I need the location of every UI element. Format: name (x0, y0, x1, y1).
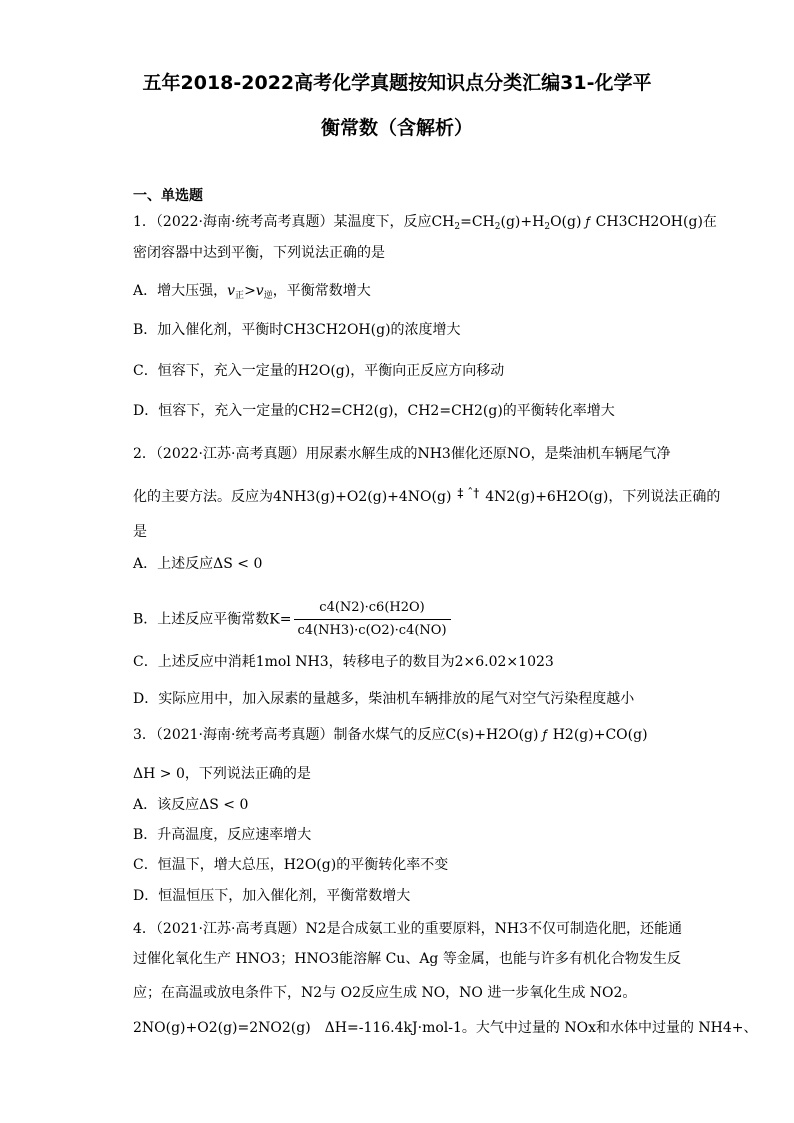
q3-stem-line-1 (133, 725, 648, 745)
q2-equation-right: 4N2(g)+6H2O(g) (485, 489, 609, 505)
q2-source: （2022·江苏·高考真题） (155, 446, 306, 462)
q4-source: （2021·江苏·高考真题） (155, 921, 306, 937)
q2-option-d: D．实际应用中，加入尿素的量越多，柴油机车辆排放的尾气对空气污染程度越小 (133, 691, 635, 707)
q1-option-b (133, 320, 461, 340)
q1-option-c-text-b: ，平衡向正反应方向移动 (350, 363, 505, 379)
q1-stem-text: 某温度下，反应CH (333, 214, 455, 230)
q2-number: 2． (133, 446, 156, 462)
q2-k-symbol: K= (269, 611, 292, 628)
q4-stem-line-2: 过催化氧化生产 HNO3；HNO3能溶解 Cu、Ag 等金属，也能与许多有机化合物发生反 (133, 951, 681, 967)
q1-stem-text-e: CH3CH2OH(g)在 (595, 214, 717, 230)
v-symbol: v (227, 283, 236, 299)
q1-option-d-formula-1: CH2=CH2(g) (298, 403, 394, 419)
q1-stem-text-b: =CH (460, 214, 495, 230)
q2-option-b-text: B．上述反应平衡常数 (133, 611, 270, 628)
q1-option-d-text: D．恒容下，充入一定量的 (133, 403, 299, 419)
reversible-arrow-icon: ‡ ˆ† (457, 486, 480, 500)
q3-option-d: D．恒温恒压下，加入催化剂，平衡常数增大 (133, 888, 411, 904)
q2-equation-left: 4NH3(g)+O2(g)+4NO(g) (273, 489, 452, 505)
q3-option-c: C．恒温下，增大总压，H2O(g)的平衡转化率不变 (133, 857, 449, 873)
q4-number: 4． (133, 921, 156, 937)
q2-stem-text-c: ，是柴油机车辆尾气净 (530, 446, 671, 462)
q1-stem-line-2: 密闭容器中达到平衡，下列说法正确的是 (133, 245, 385, 261)
q1-option-c (133, 361, 504, 381)
q3-stem-text: 制备水煤气的反应 (333, 727, 446, 743)
q2-option-c-formula-2: 2×6.02×1023 (454, 654, 554, 670)
q3-option-b: B．升高温度，反应速率增大 (133, 827, 312, 843)
q1-stem-text-d: O(g) (550, 214, 582, 230)
q3-equation-left: C(s)+H2O(g) (445, 727, 539, 743)
q3-option-a-formula: ΔS < 0 (199, 797, 249, 813)
q4-equation: 2NO(g)+O2(g)=2NO2(g) ΔH=-116.4kJ·mol-1。 (133, 1020, 476, 1036)
fraction-denominator: c4(NH3)·c(O2)·c4(NO) (297, 623, 447, 638)
q1-option-a-text-b: ，平衡常数增大 (272, 283, 371, 299)
section-heading: 一、单选题 (133, 188, 203, 204)
v-symbol-2: v (255, 283, 264, 299)
document-title-line-2: 衡常数（含解析） (320, 117, 473, 139)
q2-option-c-text: C．上述反应中消耗 (133, 654, 256, 670)
equilibrium-arrow-icon: ƒ (542, 728, 547, 742)
q2-nh3: NH3 (417, 446, 451, 462)
v-subscript-forward: 正 (235, 291, 245, 301)
q3-number: 3． (133, 727, 156, 743)
fraction-numerator: c4(N2)·c6(H2O) (294, 598, 451, 620)
gt-sign: > (244, 283, 256, 299)
q2-stem-line-2 (133, 487, 720, 507)
document-title-line-1: 五年2018-2022高考化学真题按知识点分类汇编31-化学平 (142, 72, 652, 94)
q2-option-c (133, 652, 554, 672)
q2-option-a-formula: ΔS < 0 (213, 556, 263, 572)
q3-stem-line-2 (133, 764, 311, 784)
q2-stem-line2-text-b: ，下列说法正确的 (608, 489, 721, 505)
q2-stem-text: 用尿素水解生成的 (305, 446, 418, 462)
q1-source: （2022·海南·统考高考真题） (155, 214, 334, 230)
q1-stem-line-1: 1．（2022·海南·统考高考真题）某温度下，反应$CH_2=CH_2(g)+H_2O(g)$ ƒ CH3CH2OH(g)在 (133, 214, 717, 232)
q1-stem-text-c: (g)+H (500, 214, 545, 230)
q1-option-d-formula-2: CH2=CH2(g) (407, 403, 503, 419)
q4-stem-line4-text: 大气中过量的 NOx和水体中过量的 NH4+、 (475, 1020, 758, 1036)
q4-stem-line-1 (133, 919, 682, 939)
q2-option-a (133, 554, 262, 574)
q2-no: NO (506, 446, 531, 462)
equilibrium-arrow-icon: ƒ (585, 215, 590, 229)
equilibrium-constant-fraction (294, 598, 451, 641)
q3-option-a-text: A．该反应 (133, 797, 200, 813)
q2-option-c-formula-1: 1mol NH3 (255, 654, 329, 670)
q2-stem-line-3: 是 (133, 524, 147, 540)
q2-option-b (133, 598, 451, 641)
q4-stem-line-3: 应；在高温或放电条件下，N2与 O2反应生成 NO，NO 进一步氧化生成 NO2。 (133, 985, 637, 1001)
q3-stem-line2-text: ，下列说法正确的是 (184, 766, 311, 782)
q2-option-a-text: A．上述反应 (133, 556, 214, 572)
q1-option-a-text: A．增大压强， (133, 283, 228, 299)
q1-option-d (133, 401, 615, 421)
q3-equation-right: H2(g)+CO(g) (552, 727, 648, 743)
q1-option-c-formula: H2O(g) (297, 363, 351, 379)
q4-stem-text: N2是合成氨工业的重要原料，NH3不仅可制造化肥，还能通 (305, 921, 682, 937)
q1-option-b-text: B．加入催化剂，平衡时 (133, 322, 284, 338)
q1-option-b-text-b: 的浓度增大 (390, 322, 461, 338)
q1-number: 1． (133, 214, 156, 230)
q2-stem-line-1 (133, 444, 671, 464)
q1-option-d-comma: ， (393, 403, 408, 419)
q1-option-c-text: C．恒容下，充入一定量的 (133, 363, 298, 379)
q2-stem-text-b: 催化还原 (450, 446, 507, 462)
q4-stem-line-4 (133, 1018, 758, 1038)
q1-option-a (133, 281, 371, 301)
q2-stem-line2-text: 化的主要方法。反应为 (133, 489, 273, 505)
q1-option-d-text-b: 的平衡转化率增大 (502, 403, 615, 419)
v-subscript-reverse: 逆 (263, 291, 273, 301)
q2-option-c-text-b: ，转移电子的数目为 (328, 654, 455, 670)
q3-source: （2021·海南·统考高考真题） (155, 727, 334, 743)
q3-option-a (133, 795, 248, 815)
q3-enthalpy: ΔH > 0 (133, 766, 185, 782)
q1-option-b-formula: CH3CH2OH(g) (283, 322, 391, 338)
